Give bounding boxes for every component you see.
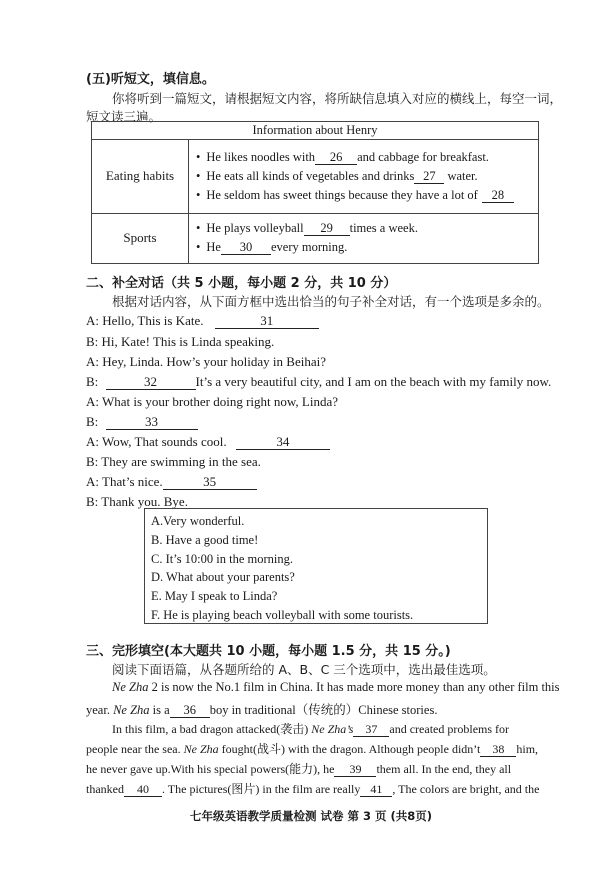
table-row-sports [92, 213, 538, 263]
passage-line [86, 740, 538, 757]
passage-text: 2 is now the No.1 film in China. It has made more money than any other film this [148, 680, 560, 694]
item-text: He [206, 240, 221, 254]
dialogue-text: A: Wow, That sounds cool. [86, 434, 227, 449]
dialogue-text: A: Hey, Linda. How’s your holiday in Beihai? [86, 354, 326, 369]
table-item [196, 148, 534, 167]
info-table-header: Information about Henry [92, 122, 538, 140]
answer-blank-27[interactable]: 27 [414, 169, 444, 184]
answer-blank-34[interactable]: 34 [236, 435, 330, 450]
passage-text: year. [86, 703, 114, 717]
answer-blank-28[interactable]: 28 [482, 188, 514, 203]
passage-line [112, 720, 509, 737]
answer-blank-41[interactable]: 41 [360, 782, 392, 797]
dialogue-text: B: [86, 374, 99, 389]
item-text: and cabbage for breakfast. [357, 149, 489, 164]
passage-line [86, 700, 437, 718]
film-title: Ne Zha’s [311, 722, 354, 736]
row-label: Sports [92, 213, 189, 263]
passage-text: is a [149, 703, 170, 717]
item-text: every morning. [270, 240, 348, 254]
film-title: Ne Zha [112, 680, 149, 694]
page-footer: 七年级英语教学质量检测 试卷 第 3 页 (共8页) [190, 809, 433, 823]
answer-blank-30[interactable]: 30 [221, 240, 271, 255]
option-f: F. He is playing beach volleyball with some tourists. [151, 607, 414, 622]
section2-instruction: 根据对话内容，从下面方框中选出恰当的句子补全对话，有一个选项是多余的。 [112, 294, 550, 309]
dialogue-line [86, 313, 319, 329]
item-text: He plays volleyball [206, 221, 304, 235]
row-label: Eating habits [92, 139, 189, 213]
passage-text: he never gave up.With his special powers(能力), he [86, 762, 335, 776]
passage-text: thanked [86, 782, 124, 796]
answer-blank-26[interactable]: 26 [315, 150, 357, 165]
dialogue-line [86, 354, 326, 370]
passage-text: people near the sea. [86, 742, 184, 756]
answer-blank-32[interactable]: 32 [106, 375, 196, 390]
dialogue-line [86, 474, 257, 490]
option-d: D. What about your parents? [151, 570, 295, 585]
dialogue-line [86, 454, 261, 470]
answer-blank-29[interactable]: 29 [304, 221, 350, 236]
passage-text: him, [516, 742, 539, 756]
dialogue-text: B: They are swimming in the sea. [86, 454, 261, 469]
dialogue-text: B: Thank you. Bye. [86, 494, 188, 509]
answer-blank-35[interactable]: 35 [163, 475, 257, 490]
item-text: He eats all kinds of vegetables and drinks [206, 168, 415, 183]
row-content [196, 213, 534, 263]
item-text: water. [447, 168, 478, 183]
dialogue-line [86, 414, 198, 430]
answer-blank-39[interactable]: 39 [334, 762, 376, 777]
section3-title: 三、完形填空(本大题共 10 小题，每小题 1.5 分，共 15 分。) [86, 644, 451, 659]
film-title: Ne Zha [183, 742, 219, 756]
dialogue-text: A: Hello, This is Kate. [86, 313, 204, 328]
section2-title: 二、补全对话（共 5 小题，每小题 2 分，共 10 分） [86, 276, 397, 291]
passage-text: . The pictures(图片) in the film are really [162, 782, 361, 796]
passage-text: and created problems for [389, 722, 510, 736]
passage-line [86, 760, 511, 777]
passage-line [112, 680, 560, 695]
answer-blank-31[interactable]: 31 [215, 314, 319, 329]
info-table [91, 121, 539, 264]
item-text: He seldom has sweet things because they have a lot of [206, 187, 478, 202]
passage-text: them all. In the end, they all [376, 762, 512, 776]
dialogue-text: B: [86, 414, 99, 429]
answer-blank-40[interactable]: 40 [124, 782, 162, 797]
passage-line [86, 780, 539, 797]
section5-instruction-line1: 你将听到一篇短文，请根据短文内容，将所缺信息填入对应的横线上，每空一词， [112, 91, 563, 106]
option-e: E. May I speak to Linda? [151, 589, 278, 604]
film-title: Ne Zha [113, 703, 150, 717]
dialogue-line [86, 334, 274, 350]
option-a: A.Very wonderful. [151, 514, 245, 528]
dialogue-line [86, 394, 338, 410]
dialogue-text: A: That’s nice. [86, 474, 163, 489]
option-c: C. It’s 10:00 in the morning. [151, 551, 294, 566]
item-text: times a week. [349, 221, 418, 235]
answer-blank-36[interactable]: 36 [170, 703, 210, 718]
dialogue-text: A: What is your brother doing right now, Linda? [86, 394, 339, 409]
passage-text: boy in traditional（传统的）Chinese stories. [209, 703, 438, 717]
answer-blank-33[interactable]: 33 [106, 415, 198, 430]
dialogue-text: B: Hi, Kate! This is Linda speaking. [86, 334, 275, 349]
option-b: B. Have a good time! [151, 532, 259, 547]
table-item [196, 167, 534, 186]
section5-title: (五)听短文，填信息。 [86, 72, 215, 87]
row-content [196, 139, 534, 213]
section5-instruction-line2: 短文读三遍。 [86, 109, 162, 124]
item-text: He likes noodles with [206, 149, 316, 164]
table-row-eating-habits [92, 139, 538, 214]
table-item [196, 238, 534, 257]
table-item [196, 186, 534, 205]
passage-text: In this film, a bad dragon attacked(袭击) [112, 722, 312, 736]
answer-blank-38[interactable]: 38 [480, 742, 516, 757]
dialogue-line [86, 374, 551, 390]
options-box [144, 508, 488, 624]
dialogue-line [86, 434, 330, 450]
passage-text: fought(战斗) with the dragon. Although people didn’t [218, 742, 481, 756]
passage-text: , The colors are bright, and the [392, 782, 540, 796]
dialogue-text: It’s a very beautiful city, and I am on the beach with my family now. [195, 374, 552, 389]
table-item [196, 219, 534, 238]
section3-instruction: 阅读下面语篇，从各题所给的 A、B、C 三个选项中，选出最佳选项。 [112, 662, 496, 677]
answer-blank-37[interactable]: 37 [353, 722, 389, 737]
